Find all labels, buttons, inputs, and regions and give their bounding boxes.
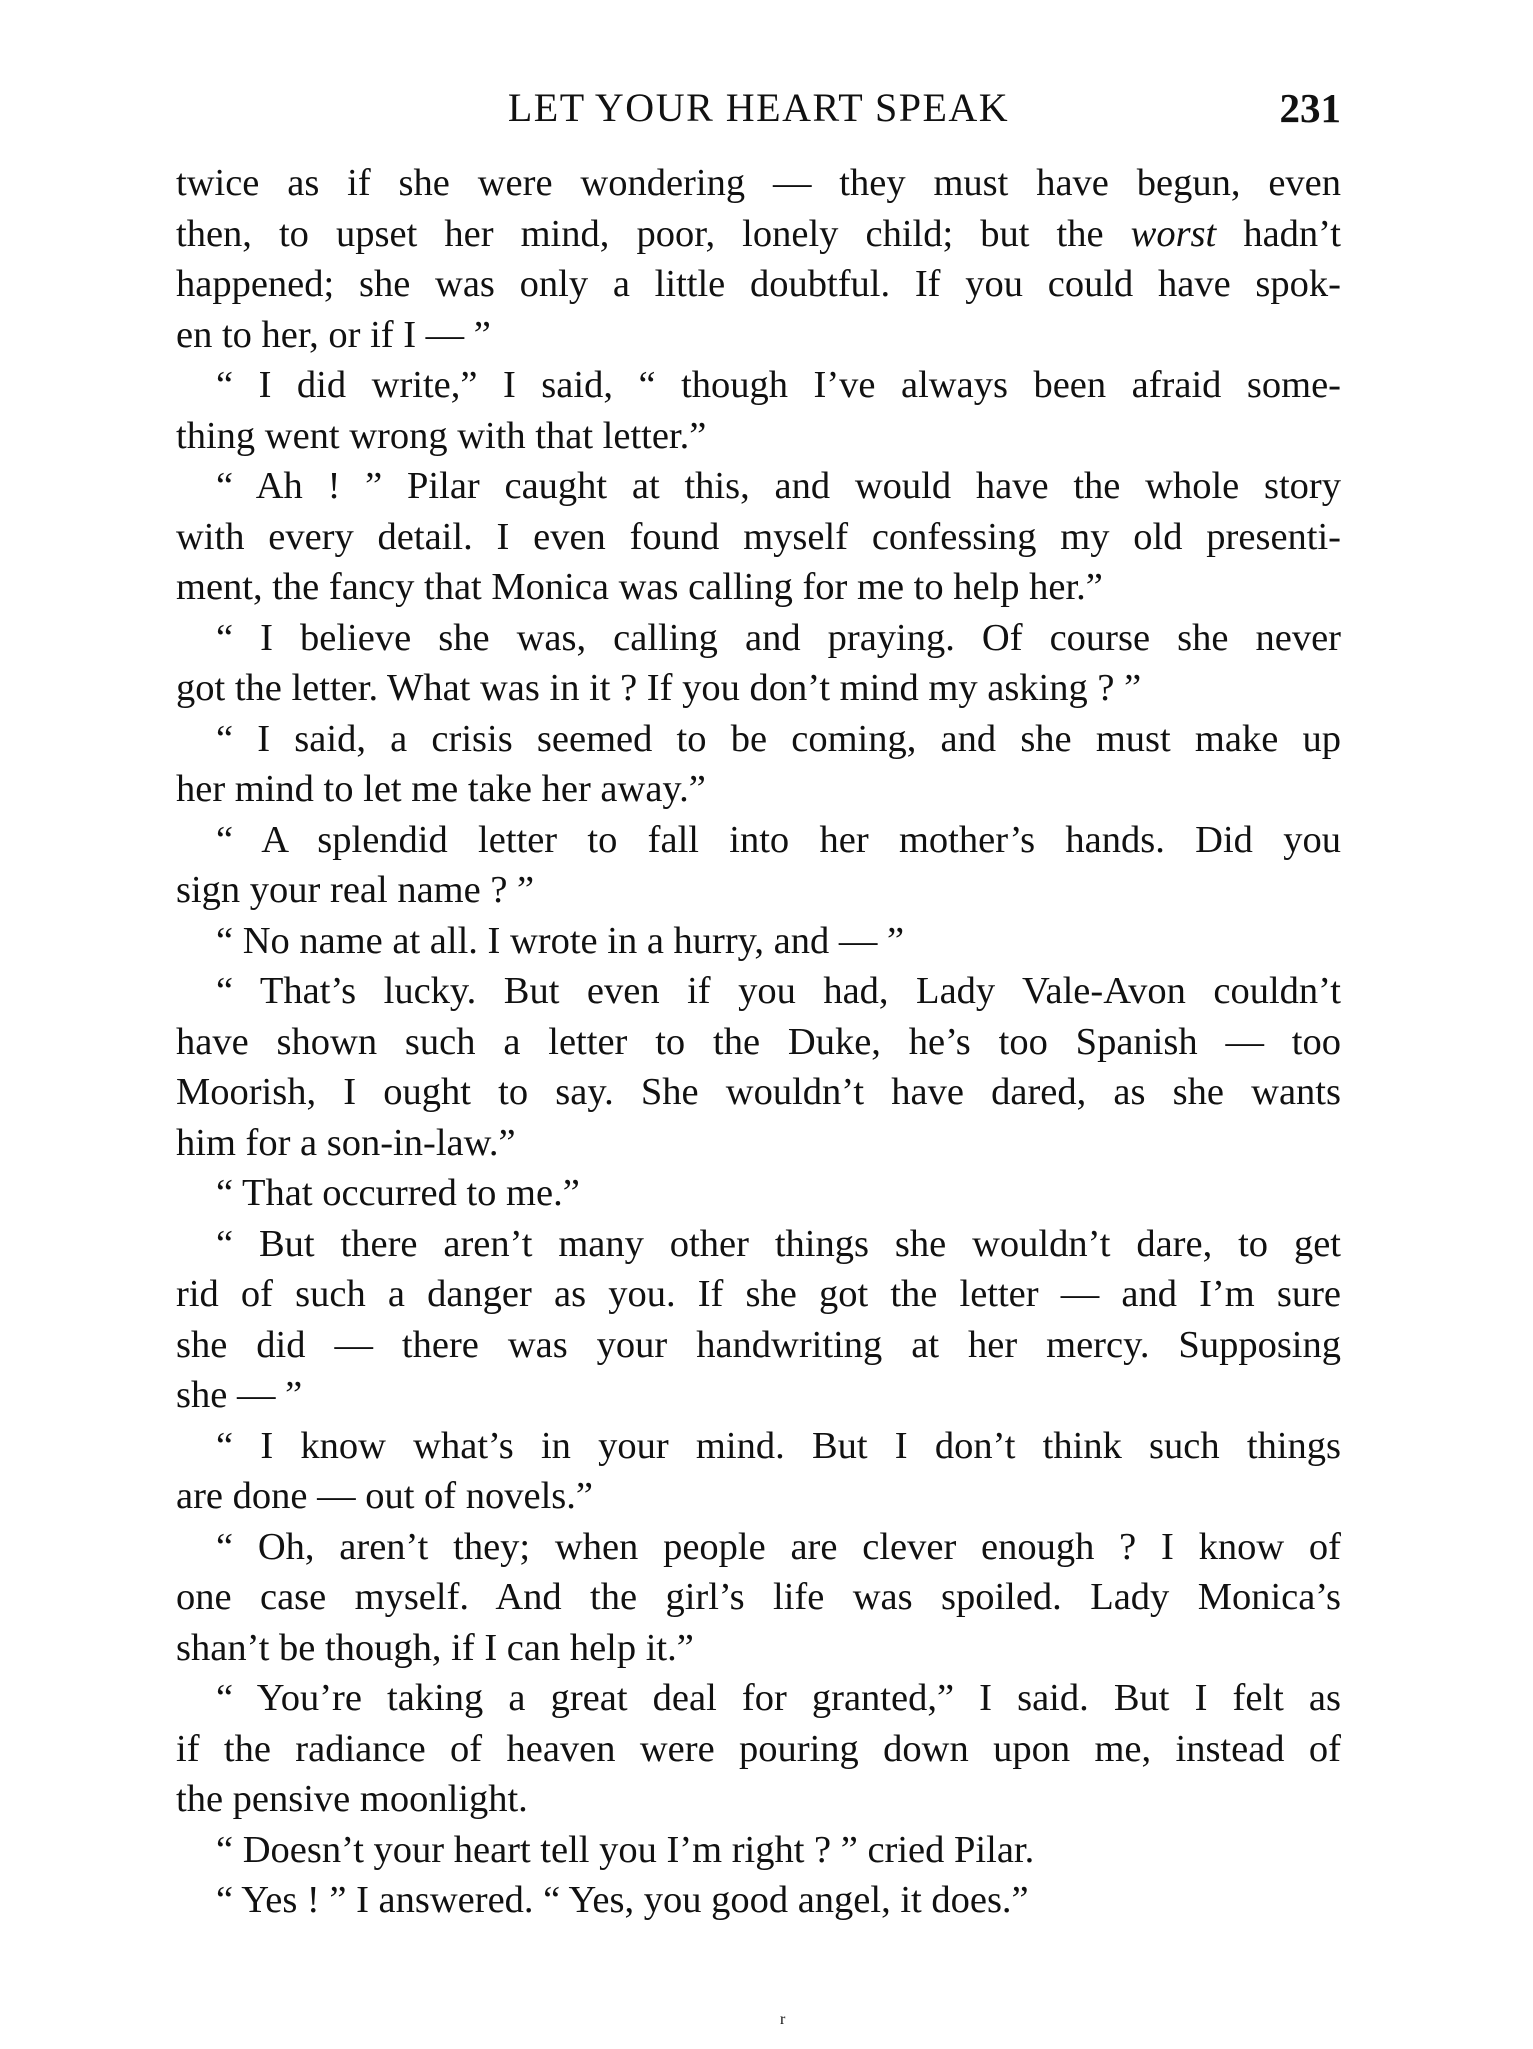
text-line: the pensive moonlight. [176,1778,528,1820]
text-line: “ Oh, aren’t they; when people are clever enough ? I know of [216,1525,1341,1568]
running-head: LET YOUR HEART SPEAK [507,85,1010,130]
text-line: “ That occurred to me.” [216,1172,580,1214]
text-line: she — ” [176,1374,303,1416]
text-line: “ A splendid letter to fall into her mother’s hands. Did you [216,818,1341,861]
text-line: ment, the fancy that Monica was calling for me to help her.” [176,566,1103,608]
text-segment: then, to upset her mind, poor, lonely child; but the [176,212,1131,255]
page-number: 231 [1279,85,1341,131]
printer-mark: r [780,2011,786,2028]
text-line: she did — there was your handwriting at her mercy. Supposing [176,1323,1341,1366]
text-segment: hadn’t [1216,212,1341,255]
text-line: “ No name at all. I wrote in a hurry, and — ” [216,919,905,962]
text-line: “ That’s lucky. But even if you had, Lady Vale-Avon couldn’t [216,970,1341,1012]
text-line: twice as if she were wondering — they must have begun, even [176,162,1341,204]
text-line: got the letter. What was in it ? If you don’t mind my asking ? ” [176,667,1142,709]
text-line: him for a son-in-law.” [176,1121,516,1164]
text-line: one case myself. And the girl’s life was spoiled. Lady Monica’s [176,1576,1341,1618]
text-line: sign your real name ? ” [176,869,535,911]
text-line: “ You’re taking a great deal for granted,” I said. But I felt as [216,1677,1341,1719]
text-line: “ I know what’s in your mind. But I don’t think such things [216,1424,1341,1467]
text-line: with every detail. I even found myself confessing my old presenti- [176,515,1341,558]
text-line: en to her, or if I — ” [176,313,491,356]
body-text [176,158,1341,1926]
text-line: are done — out of novels.” [176,1475,593,1517]
text-line: Moorish, I ought to say. She wouldn’t have dared, as she wants [176,1071,1341,1113]
text-line: rid of such a danger as you. If she got the letter — and I’m sure [176,1273,1341,1315]
text-line: have shown such a letter to the Duke, he’s too Spanish — too [176,1020,1341,1063]
text-line: happened; she was only a little doubtful. If you could have spok- [176,263,1341,305]
text-line: “ I said, a crisis seemed to be coming, and she must make up [216,717,1341,760]
text-line: if the radiance of heaven were pouring down upon me, instead of [176,1727,1341,1770]
text-line: “ I believe she was, calling and praying. Of course she never [216,616,1341,659]
text-line: her mind to let me take her away.” [176,768,706,810]
text-line: “ I did write,” I said, “ though I’ve always been afraid some- [216,364,1341,406]
emphasized-word: worst [1130,212,1217,255]
text-line [176,209,1341,260]
text-line: “ But there aren’t many other things she wouldn’t dare, to get [216,1222,1341,1265]
text-line: “ Yes ! ” I answered. “ Yes, you good angel, it does.” [216,1879,1029,1921]
text-line: “ Ah ! ” Pilar caught at this, and would have the whole story [216,465,1341,507]
page-header [176,78,1341,138]
text-line: thing went wrong with that letter.” [176,414,707,457]
text-line: “ Doesn’t your heart tell you I’m right ? ” cried Pilar. [216,1828,1035,1871]
text-line: shan’t be though, if I can help it.” [176,1626,694,1669]
